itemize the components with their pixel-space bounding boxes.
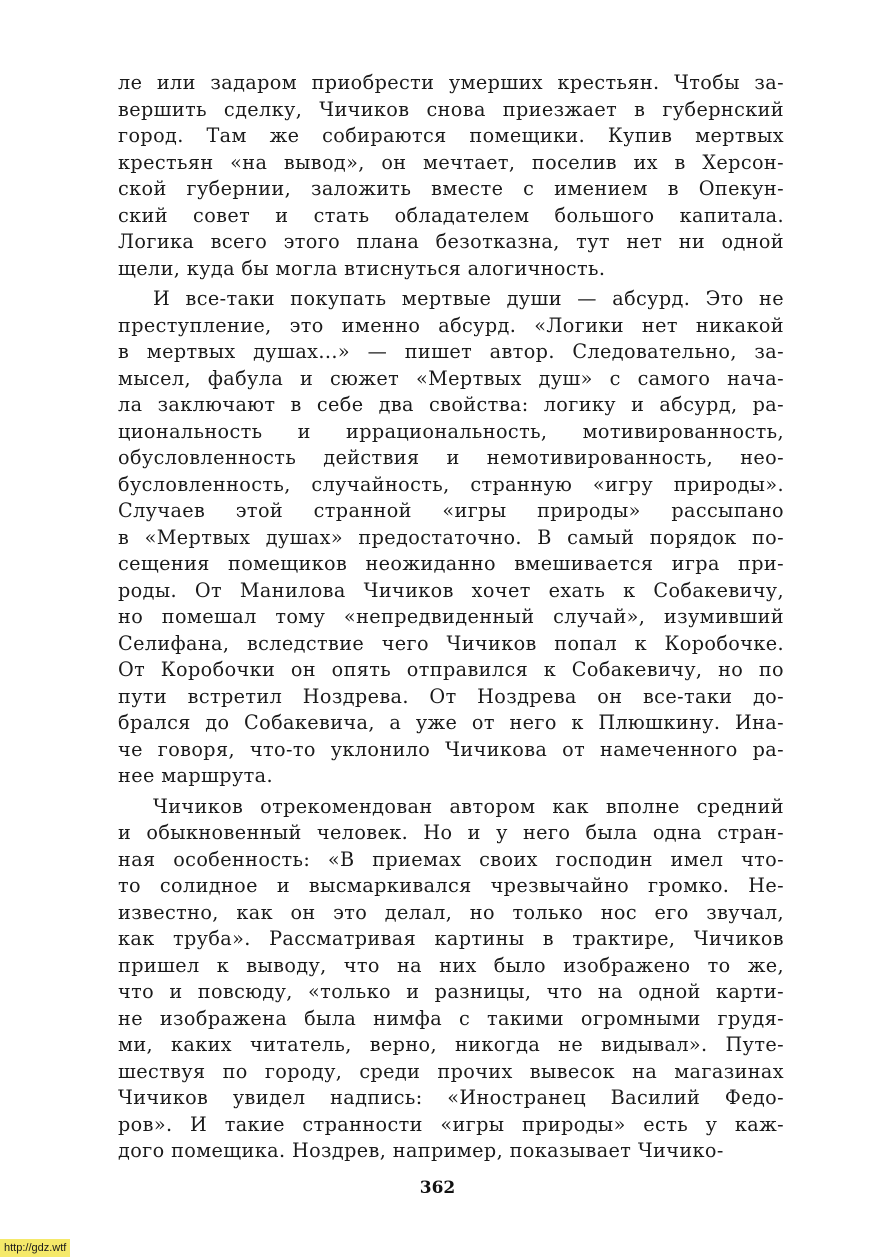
text-line: в мертвых душах...» — пишет автор. Следовательно, за- [118, 340, 784, 363]
page-number: 362 [419, 1178, 456, 1198]
text-line: что и повсюду, «только и разницы, что на одной карти- [118, 980, 784, 1003]
text-line: щели, куда бы могла втиснуться алогичность. [118, 256, 606, 280]
text-line: ров». И такие странности «игры природы» есть у каж- [118, 1112, 784, 1136]
text-line: ная особенность: «В приемах своих господин имел что- [118, 847, 784, 871]
text-line: Чичиков отрекомендован автором как вполне средний [153, 794, 784, 818]
text-line: ской губернии, заложить вместе с имением в Опекун- [118, 177, 784, 200]
text-line: ла заключают в себе два свойства: логику и абсурд, ра- [118, 393, 784, 416]
text-line: ми, каких читатель, верно, никогда не видывал». Путе- [118, 1033, 784, 1056]
text-line: известно, как он это делал, но только нос его звучал, [118, 900, 784, 924]
paragraph [118, 286, 784, 790]
text-line: От Коробочки он опять отправился к Собакевичу, но по [118, 658, 784, 681]
text-line: то солидное и высмаркивался чрезвычайно громко. Не- [118, 874, 784, 897]
text-line: Случаев этой странной «игры природы» рассыпано [118, 499, 784, 522]
watermark-link[interactable]: http://gdz.wtf [0, 1239, 70, 1257]
text-line: брался до Собакевича, а уже от него к Плюшкину. Ина- [118, 711, 784, 734]
text-line: роды. От Манилова Чичиков хочет ехать к Собакевичу, [118, 578, 784, 602]
text-line: город. Там же собираются помещики. Купив мертвых [118, 124, 784, 147]
text-line: пути встретил Ноздрева. От Ноздрева он все-таки до- [118, 684, 784, 708]
body-text [118, 70, 784, 1165]
text-line: в «Мертвых душах» предостаточно. В самый порядок по- [118, 525, 784, 549]
text-line: и обыкновенный человек. Но и у него была одна стран- [118, 821, 784, 844]
text-line: крестьян «на вывод», он мечтает, поселив их в Херсон- [118, 150, 784, 174]
text-line: сещения помещиков неожиданно вмешивается игра при- [118, 552, 784, 575]
paragraph [118, 70, 784, 282]
text-line: дого помещика. Ноздрев, например, показывает Чичико- [118, 1139, 724, 1162]
text-line: циональность и иррациональность, мотивированность, [118, 419, 784, 443]
text-line: Чичиков увидел надпись: «Иностранец Василий Федо- [118, 1086, 784, 1109]
text-line: И все-таки покупать мертвые души — абсурд. Это не [153, 287, 784, 310]
text-line: Селифана, вследствие чего Чичиков попал к Коробочке. [118, 631, 784, 655]
text-line: шествуя по городу, среди прочих вывесок на магазинах [118, 1059, 784, 1083]
text-line: как труба». Рассматривая картины в трактире, Чичиков [118, 927, 784, 950]
text-line: вершить сделку, Чичиков снова приезжает в губернский [118, 97, 784, 121]
text-line: ле или задаром приобрести умерших крестьян. Чтобы за- [118, 71, 784, 94]
text-line: обусловленность действия и немотивированность, нео- [118, 446, 784, 469]
text-line: пришел к выводу, что на них было изображено то же, [118, 953, 784, 977]
text-line: ский совет и стать обладателем большого капитала. [118, 203, 784, 227]
text-line: че говоря, что-то уклонило Чичикова от намеченного ра- [118, 737, 784, 761]
text-line: нее маршрута. [118, 764, 274, 787]
text-line: не изображена была нимфа с такими огромными грудя- [118, 1006, 784, 1030]
text-line: мысел, фабула и сюжет «Мертвых душ» с самого нача- [118, 366, 784, 390]
text-line: но помешал тому «непредвиденный случай», изумивший [118, 605, 784, 628]
text-line: преступление, это именно абсурд. «Логики нет никакой [118, 313, 784, 337]
paragraph [118, 794, 784, 1165]
text-line: Логика всего этого плана безотказна, тут нет ни одной [118, 230, 784, 253]
text-line: бусловленность, случайность, странную «игру природы». [118, 472, 784, 496]
